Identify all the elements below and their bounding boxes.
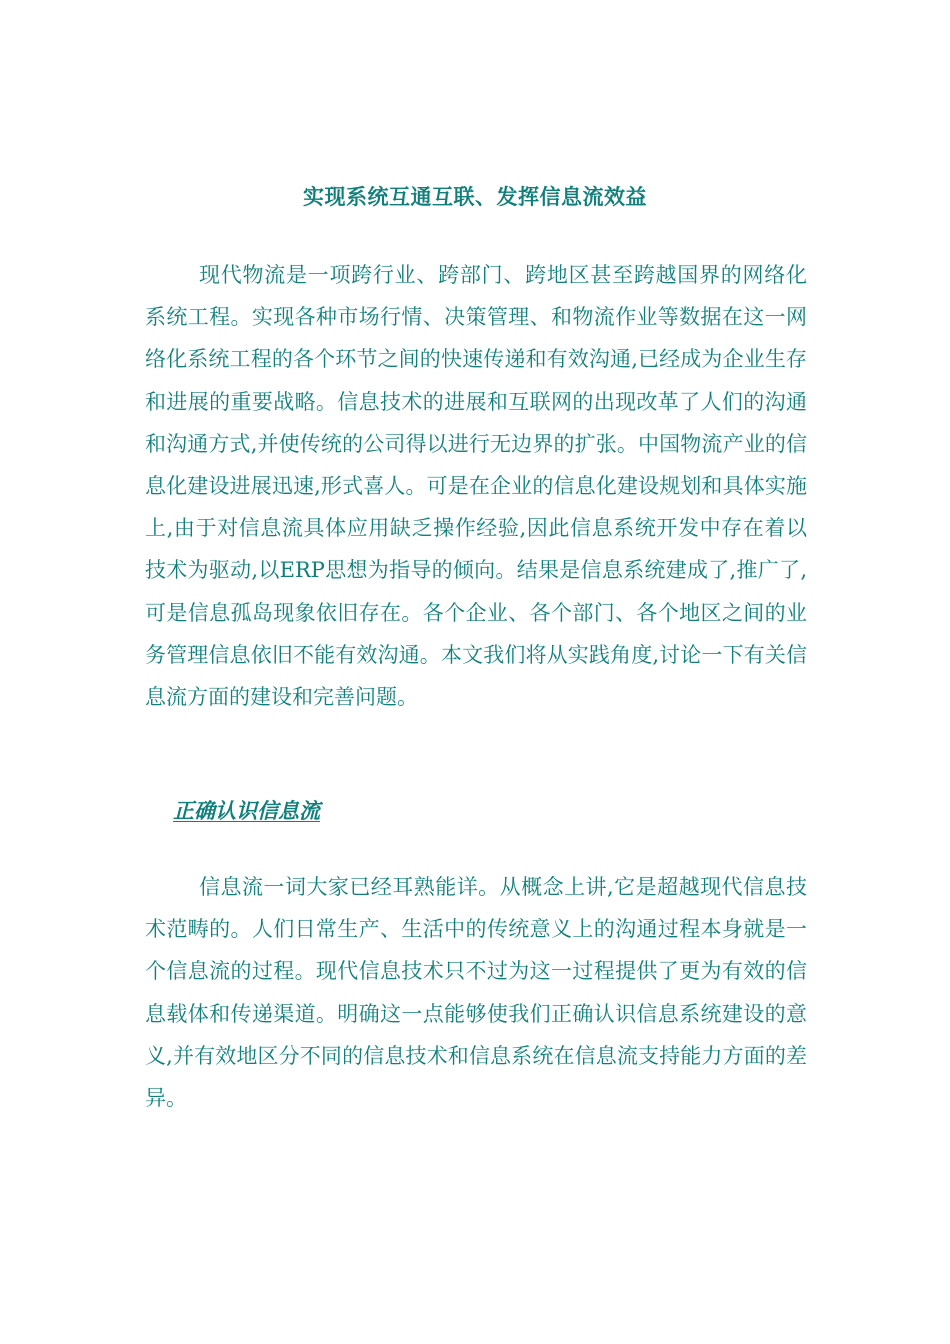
section-heading: 正确认识信息流 — [173, 798, 320, 823]
intro-paragraph: 现代物流是一项跨行业、跨部门、跨地区甚至跨越国界的网络化系统工程。实现各种市场行情、决策管理、和物流作业等数据在这一网络化系统工程的各个环节之间的快速传递和有效沟通,已经成为企业生存和进展的重要战略。信息技术的进展和互联网的出现改革了人们的沟通和沟通方式,并使传统的公司得以进行无边界的扩张。中国物流产业的信息化建设进展迅速,形式喜人。可是在企业的信息化建设规划和具体实施上,由于对信息流具体应用缺乏操作经验,因此信息系统开发中存在着以技术为驱动,以ERP思想为指导的倾向。结果是信息系统建成了,推广了,可是信息孤岛现象依旧存在。各个企业、各个部门、各个地区之间的业务管理信息依旧不能有效沟通。本文我们将从实践角度,讨论一下有关信息流方面的建设和完善问题。 — [145, 263, 807, 710]
section-paragraph: 信息流一词大家已经耳熟能详。从概念上讲,它是超越现代信息技术范畴的。人们日常生产、生活中的传统意义上的沟通过程本身就是一个信息流的过程。现代信息技术只不过为这一过程提供了更为有效的信息载体和传递渠道。明确这一点能够使我们正确认识信息系统建设的意义,并有效地区分不同的信息技术和信息系统在信息流支持能力方面的差异。 — [145, 875, 807, 1111]
document-title: 实现系统互通互联、发挥信息流效益 — [303, 184, 647, 209]
